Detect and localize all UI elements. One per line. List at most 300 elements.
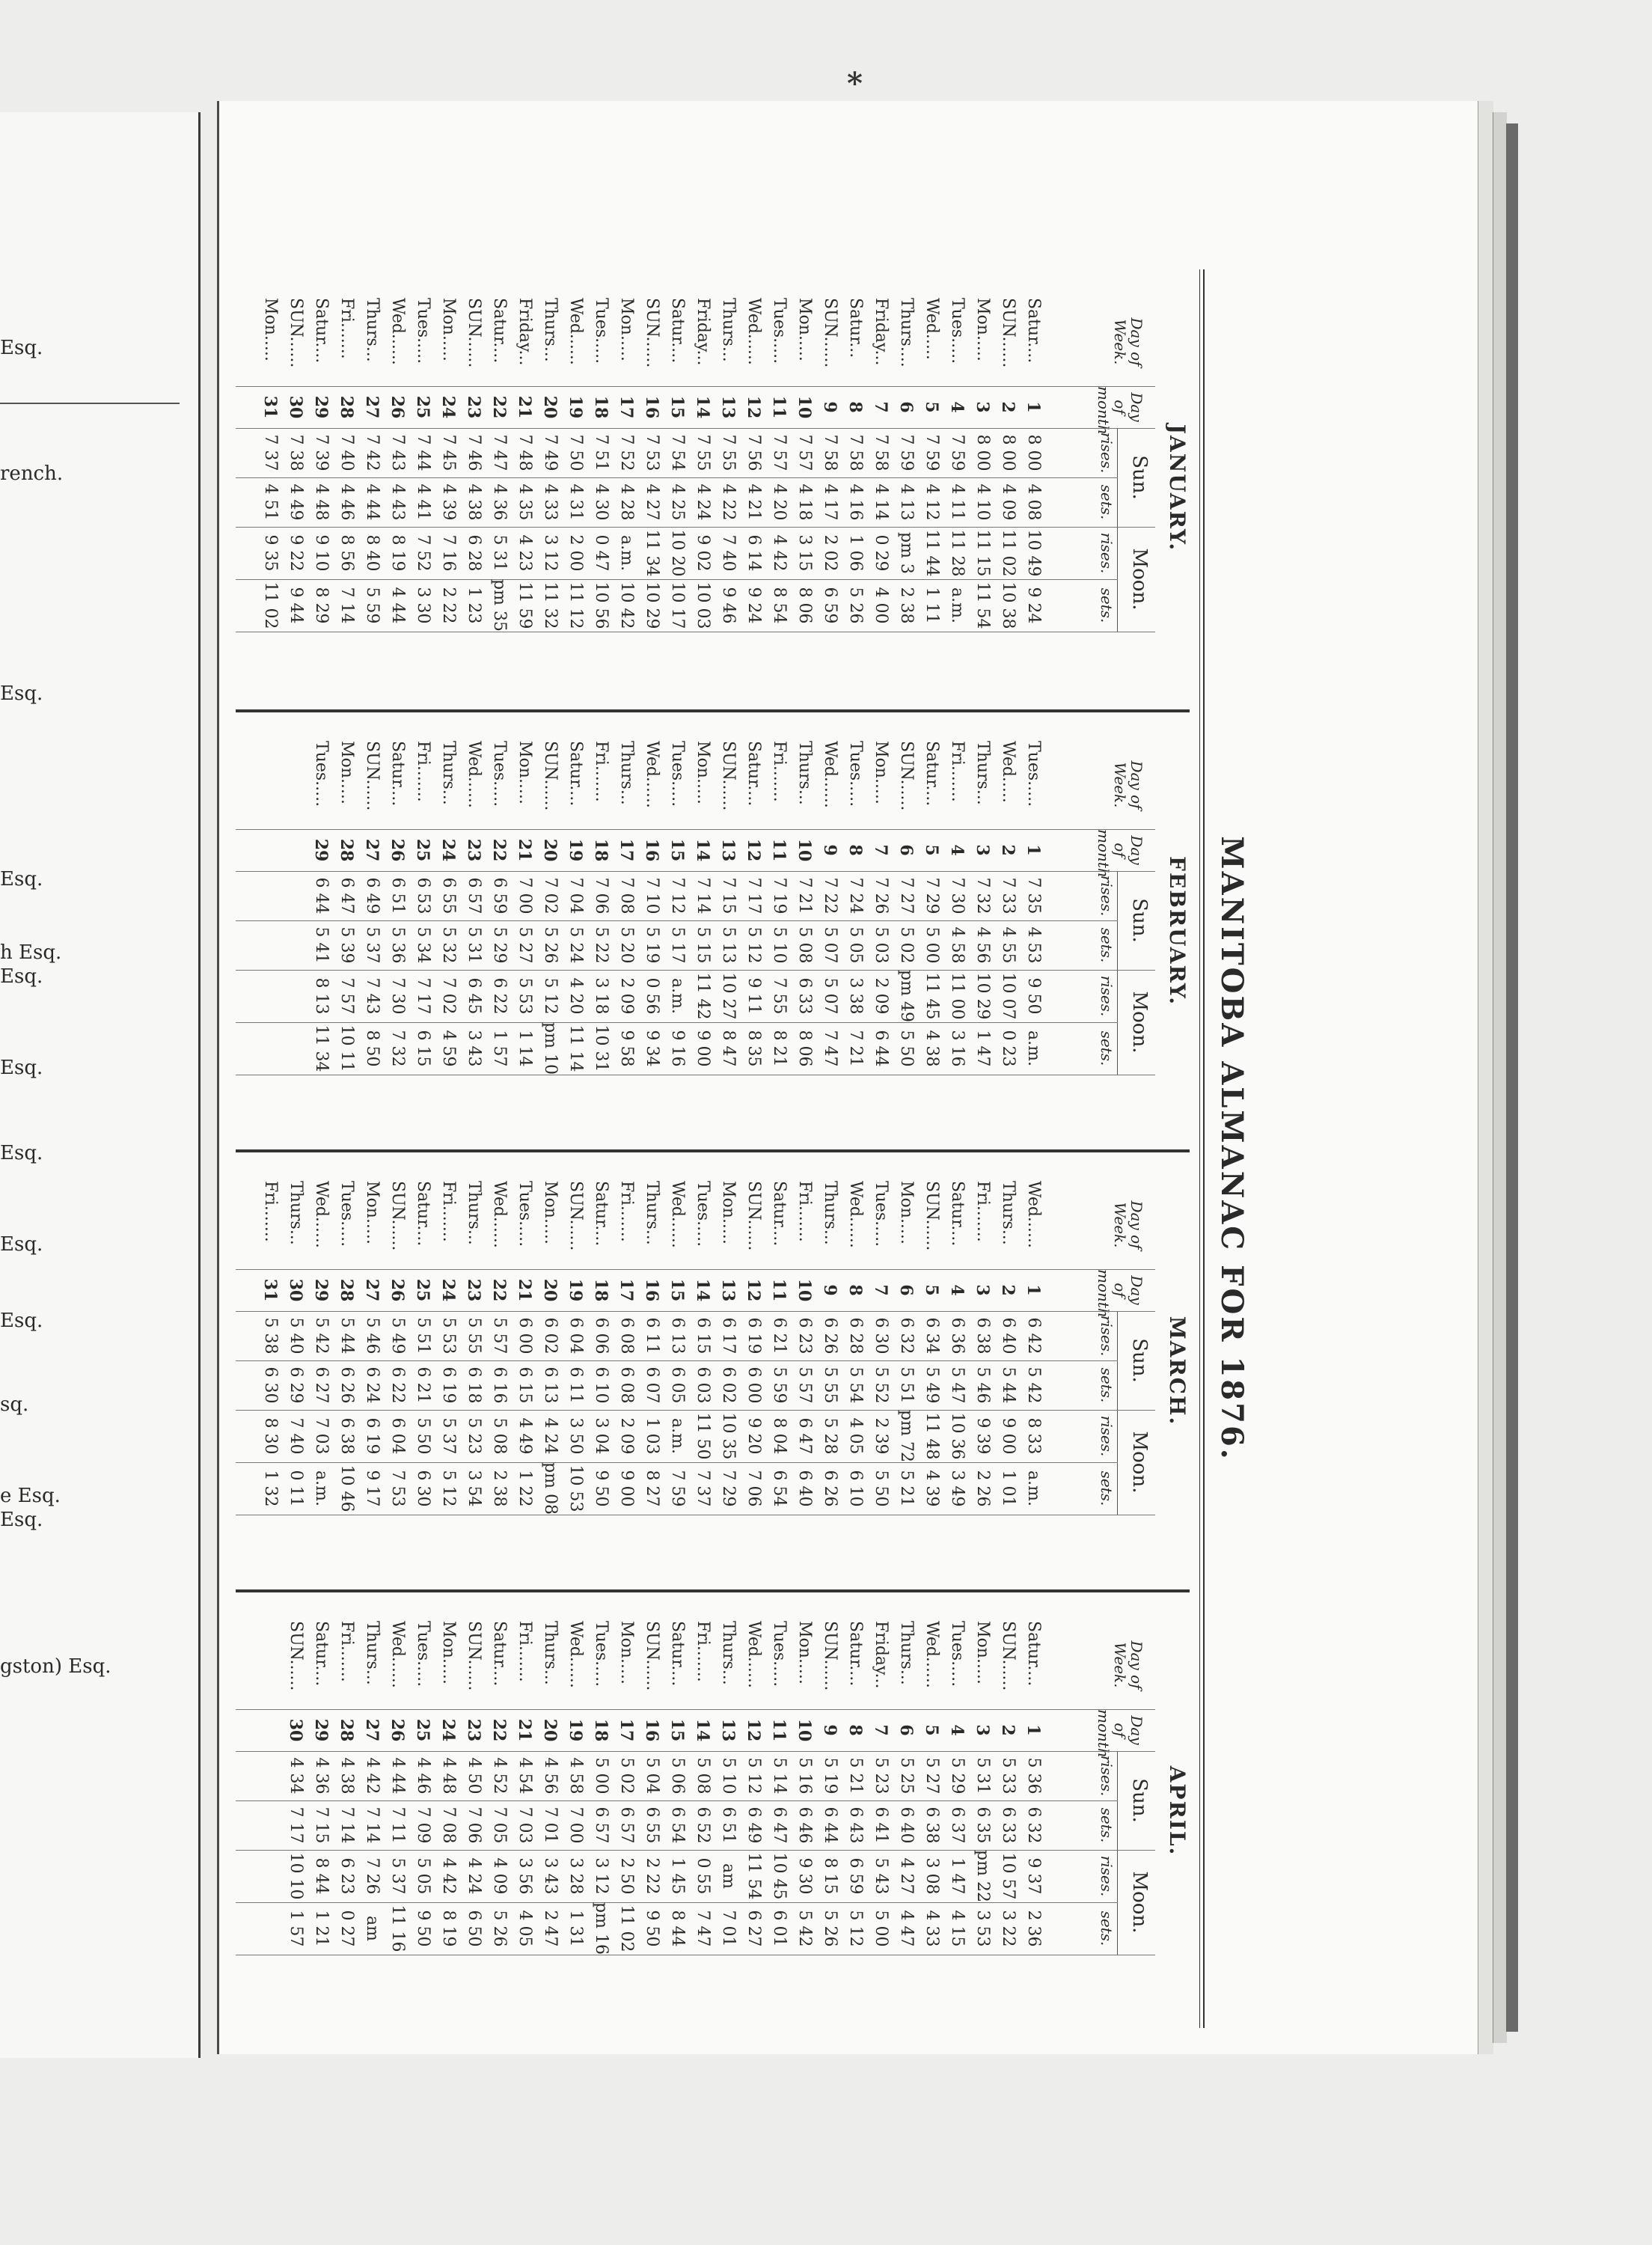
sun-sets-cell: 7 17 <box>287 1806 305 1844</box>
sun-rises-cell: 7 53 <box>643 434 661 471</box>
sun-rises-cell: 5 04 <box>643 1757 661 1795</box>
sun-rises-cell: 4 36 <box>312 1757 331 1795</box>
sun-sets-cell: 4 30 <box>592 483 611 521</box>
day-of-week-cell: Satur.... <box>744 741 763 807</box>
sun-rises-cell: 7 55 <box>719 434 738 471</box>
moon-sets-cell: 6 50 <box>465 1910 483 1947</box>
sun-rises-cell: 5 16 <box>795 1757 814 1795</box>
day-row <box>970 298 995 706</box>
day-of-week-cell: Satur.... <box>388 741 407 807</box>
moon-rises-cell: 3 56 <box>516 1857 534 1895</box>
sun-rises-cell: 8 00 <box>999 434 1018 471</box>
day-row <box>461 1181 486 1589</box>
sun-rises-cell: 7 48 <box>516 434 534 471</box>
sun-sets-cell: 4 56 <box>973 926 992 964</box>
moon-sets-cell: 3 22 <box>999 1910 1018 1947</box>
day-of-week-cell: Satur.... <box>566 741 585 807</box>
moon-sets-cell: 9 50 <box>414 1910 432 1947</box>
sun-sets-cell: 4 38 <box>465 483 483 521</box>
moon-rises-cell: 6 28 <box>465 534 483 572</box>
day-of-week-cell: Fri....... <box>973 1181 992 1242</box>
moon-rises-cell: 2 22 <box>643 1857 661 1895</box>
sun-sets-cell: 5 37 <box>363 926 382 964</box>
sun-sets-cell: 4 17 <box>821 483 839 521</box>
day-row <box>690 298 715 706</box>
day-of-month-header: Day of month <box>1095 1709 1145 1758</box>
moon-sets-cell: 8 27 <box>643 1470 661 1507</box>
day-of-month-cell: 16 <box>642 395 661 419</box>
sun-sets-cell: 6 02 <box>719 1366 738 1404</box>
sun-rises-cell: 6 26 <box>821 1317 839 1354</box>
day-of-week-cell: Tues..... <box>694 1181 712 1247</box>
day-of-month-cell: 28 <box>337 1718 356 1742</box>
sun-sets-cell: 5 02 <box>897 926 916 964</box>
moon-sets-cell: a.m. <box>1024 1470 1043 1506</box>
day-of-month-cell: 24 <box>438 395 458 419</box>
sun-sets-cell: 6 30 <box>261 1366 280 1404</box>
sun-rises-cell: 5 57 <box>490 1317 509 1354</box>
moon-sets-cell: 7 53 <box>388 1470 407 1507</box>
moon-rises-cell: 4 20 <box>566 977 585 1015</box>
sun-sets-cell: 4 36 <box>490 483 509 521</box>
sun-sets-cell: 6 49 <box>744 1806 763 1844</box>
moon-sets-cell: 9 46 <box>719 587 738 624</box>
day-of-week-cell: Mon..... <box>795 1621 814 1684</box>
moon-sets-cell: 8 06 <box>795 587 814 624</box>
day-of-week-cell: SUN...... <box>465 298 483 368</box>
day-of-month-cell: 1 <box>1024 844 1043 856</box>
sun-rises-cell: 4 54 <box>516 1757 534 1795</box>
sun-sets-cell: 6 38 <box>923 1806 941 1844</box>
day-of-month-cell: 27 <box>362 1278 382 1302</box>
moon-rises-cell: 6 47 <box>795 1417 814 1455</box>
sun-sets-cell: 6 18 <box>465 1366 483 1404</box>
day-of-week-cell: SUN...... <box>287 298 305 368</box>
left-page-fragment: Esq. <box>0 1142 43 1164</box>
sun-rises-cell: 7 21 <box>795 877 814 914</box>
moon-rises-cell: 3 04 <box>592 1417 611 1455</box>
moon-sets-cell: 7 21 <box>846 1030 865 1067</box>
sun-sets-cell: 4 48 <box>312 483 331 521</box>
day-of-month-cell: 13 <box>718 1718 738 1742</box>
sun-sets-cell: 6 29 <box>287 1366 305 1404</box>
sun-sets-cell: 5 31 <box>465 926 483 964</box>
moon-rises-cell: 6 38 <box>337 1417 356 1455</box>
day-of-month-cell: 5 <box>922 1724 941 1736</box>
sun-rises-cell: 4 48 <box>439 1757 458 1795</box>
moon-sets-cell: 2 22 <box>439 587 458 624</box>
moon-rises-cell: 5 12 <box>541 977 560 1015</box>
day-of-week-cell: SUN...... <box>923 1181 941 1251</box>
moon-sets-cell: 7 01 <box>719 1910 738 1947</box>
day-row <box>512 741 537 1149</box>
day-row <box>766 298 792 706</box>
sun-rises-cell: 7 44 <box>414 434 432 471</box>
day-row <box>588 1621 614 2029</box>
day-of-month-cell: 19 <box>566 395 585 419</box>
day-of-month-cell: 2 <box>998 401 1018 413</box>
sun-rises-cell: 6 04 <box>566 1317 585 1354</box>
day-row <box>741 1181 766 1589</box>
day-of-month-cell: 7 <box>871 844 890 856</box>
moon-rises-cell: pm 3 <box>897 532 916 574</box>
sun-rises-cell: 7 59 <box>897 434 916 471</box>
sun-rises-cell: 7 08 <box>617 877 636 914</box>
sun-sets-cell: 6 40 <box>897 1806 916 1844</box>
moon-sets-cell: 5 26 <box>821 1910 839 1947</box>
page-mark: * <box>847 66 863 101</box>
day-row <box>639 1181 664 1589</box>
sun-rises-cell: 5 21 <box>846 1757 865 1795</box>
moon-sets-cell: 1 31 <box>566 1910 585 1947</box>
day-of-week-cell: Satur... <box>846 298 865 358</box>
day-row <box>410 1181 435 1589</box>
moon-sets-header: sets. <box>1098 1030 1116 1066</box>
day-of-week-cell: SUN...... <box>643 298 661 368</box>
sun-sets-cell: 4 27 <box>643 483 661 521</box>
sun-rises-cell: 4 38 <box>337 1757 356 1795</box>
day-of-week-cell: Wed..... <box>923 298 941 360</box>
day-row <box>919 741 944 1149</box>
sun-sets-cell: 4 41 <box>414 483 432 521</box>
day-of-month-cell: 22 <box>489 1718 509 1742</box>
day-of-month-cell: 30 <box>286 1718 305 1742</box>
day-of-month-cell: 22 <box>489 838 509 862</box>
sun-rises-cell: 5 12 <box>744 1757 763 1795</box>
moon-sets-cell: 4 33 <box>923 1910 941 1947</box>
day-of-week-cell: Thurs... <box>617 741 636 805</box>
sun-sets-cell: 6 00 <box>744 1366 763 1404</box>
day-row <box>944 298 970 706</box>
day-row <box>283 1621 308 2029</box>
sun-rises-cell: 7 12 <box>668 877 687 914</box>
day-row <box>614 298 639 706</box>
day-of-month-cell: 19 <box>566 838 585 862</box>
sun-sets-cell: 5 46 <box>973 1366 992 1404</box>
moon-sets-cell: 4 39 <box>923 1470 941 1507</box>
day-of-week-cell: Friday... <box>872 298 890 366</box>
sun-rises-cell: 7 45 <box>439 434 458 471</box>
day-row <box>537 298 563 706</box>
sun-sets-cell: 4 53 <box>1024 926 1043 964</box>
day-row <box>359 1621 385 2029</box>
sun-sets-cell: 4 35 <box>516 483 534 521</box>
day-of-week-cell: Thurs... <box>287 1181 305 1245</box>
sun-rises-cell: 6 28 <box>846 1317 865 1354</box>
day-of-month-cell: 20 <box>540 838 560 862</box>
moon-sets-cell: 3 43 <box>465 1030 483 1067</box>
sun-sets-cell: 6 47 <box>770 1806 789 1844</box>
moon-rises-cell: 8 04 <box>770 1417 789 1455</box>
day-of-week-cell: Satur.... <box>923 741 941 807</box>
sun-rises-cell: 6 34 <box>923 1317 941 1354</box>
day-of-week-cell: Tues..... <box>1024 741 1043 807</box>
sun-rises-cell: 4 46 <box>414 1757 432 1795</box>
day-of-month-cell: 3 <box>973 1724 992 1736</box>
day-of-week-cell: SUN...... <box>363 741 382 811</box>
moon-sets-cell: 10 11 <box>337 1024 356 1072</box>
moon-rises-cell: 4 09 <box>490 1857 509 1895</box>
day-of-month-cell: 10 <box>795 1278 814 1302</box>
moon-rises-cell: 4 42 <box>439 1857 458 1895</box>
moon-sets-cell: 7 14 <box>337 587 356 624</box>
day-row <box>792 1181 817 1589</box>
day-of-month-cell: 19 <box>566 1278 585 1302</box>
sun-sets-cell: 7 15 <box>312 1806 331 1844</box>
day-of-week-cell: Mon..... <box>719 1181 738 1244</box>
day-row <box>893 1181 919 1589</box>
sun-sets-cell: 6 27 <box>312 1366 331 1404</box>
moon-rises-cell: 11 45 <box>923 972 941 1020</box>
moon-sets-cell: 9 44 <box>287 587 305 624</box>
sun-sets-cell: 7 03 <box>516 1806 534 1844</box>
moon-sets-cell: 5 50 <box>897 1030 916 1067</box>
header-rule <box>1117 1751 1118 1955</box>
day-row <box>486 298 512 706</box>
moon-sets-cell: 6 27 <box>744 1910 763 1947</box>
sun-header: Sun. <box>1128 898 1151 943</box>
day-of-week-cell: Wed...... <box>668 1181 687 1248</box>
sun-rises-cell: 7 02 <box>541 877 560 914</box>
moon-sets-cell: 3 53 <box>973 1910 992 1947</box>
month-table <box>236 709 1190 1149</box>
sun-sets-cell: 5 57 <box>795 1366 814 1404</box>
month-rows <box>257 1152 1046 1589</box>
moon-sets-cell: 7 47 <box>821 1030 839 1067</box>
sun-rises-cell: 7 43 <box>388 434 407 471</box>
day-of-month-cell: 17 <box>617 1278 636 1302</box>
sun-sets-cell: 5 26 <box>541 926 560 964</box>
sun-rises-cell: 6 15 <box>694 1317 712 1354</box>
sun-rises-cell: 7 10 <box>643 877 661 914</box>
day-of-week-cell: Wed...... <box>566 298 585 365</box>
day-row <box>435 1621 461 2029</box>
moon-rises-cell: 10 35 <box>719 1412 738 1460</box>
moon-rises-cell: 8 19 <box>388 534 407 572</box>
sun-sets-cell: 4 31 <box>566 483 585 521</box>
sun-rises-cell: 6 49 <box>363 877 382 914</box>
moon-sets-cell: 11 59 <box>516 581 534 629</box>
sun-rises-cell: 4 58 <box>566 1757 585 1795</box>
moon-rises-cell: 9 35 <box>261 534 280 572</box>
moon-rises-cell: 11 28 <box>948 529 967 577</box>
day-of-week-cell: Fri....... <box>337 1621 356 1682</box>
moon-rises-cell: 5 31 <box>490 534 509 572</box>
day-row <box>766 1181 792 1589</box>
moon-sets-cell: 11 12 <box>566 581 585 629</box>
sun-sets-cell: 5 52 <box>872 1366 890 1404</box>
moon-rises-cell: pm 22 <box>973 1850 992 1902</box>
day-row <box>334 298 359 706</box>
day-row <box>385 1181 410 1589</box>
moon-sets-cell: 5 26 <box>846 587 865 624</box>
moon-sets-cell: 8 44 <box>668 1910 687 1947</box>
sun-rises-cell: 5 27 <box>923 1757 941 1795</box>
day-of-week-cell: Satur.... <box>668 1621 687 1687</box>
sun-sets-cell: 6 26 <box>337 1366 356 1404</box>
sun-rises-cell: 6 13 <box>668 1317 687 1354</box>
moon-rises-cell: 2 39 <box>872 1417 890 1455</box>
day-of-month-cell: 26 <box>388 838 407 862</box>
sun-sets-cell: 6 33 <box>999 1806 1018 1844</box>
day-of-month-cell: 7 <box>871 401 890 413</box>
moon-rises-cell: 8 40 <box>363 534 382 572</box>
day-of-month-cell: 23 <box>464 395 483 419</box>
sun-rises-cell: 6 59 <box>490 877 509 914</box>
moon-sets-cell: 9 24 <box>1024 587 1043 624</box>
sun-sets-cell: 4 33 <box>541 483 560 521</box>
sun-rises-cell: 4 42 <box>363 1757 382 1795</box>
moon-sets-cell: 2 26 <box>973 1470 992 1507</box>
day-row <box>741 298 766 706</box>
sun-rises-cell: 6 17 <box>719 1317 738 1354</box>
sun-sets-cell: 5 20 <box>617 926 636 964</box>
day-row <box>715 298 741 706</box>
moon-rises-cell: 6 59 <box>846 1857 865 1895</box>
day-of-week-cell: Wed..... <box>999 741 1018 803</box>
sun-header: Sun. <box>1128 1778 1151 1823</box>
moon-rises-cell: 8 13 <box>312 977 331 1015</box>
moon-sets-cell: 4 05 <box>516 1910 534 1947</box>
day-row <box>385 741 410 1149</box>
day-row <box>919 1181 944 1589</box>
day-of-week-cell: Thurs... <box>363 298 382 362</box>
day-row <box>563 741 588 1149</box>
day-of-week-cell: Thurs... <box>643 1181 661 1245</box>
sun-rises-header: rises. <box>1098 1315 1116 1357</box>
moon-rises-cell: 5 28 <box>821 1417 839 1455</box>
day-row <box>842 741 868 1149</box>
day-of-week-cell: Tues..... <box>770 298 789 364</box>
sun-rises-cell: 7 46 <box>465 434 483 471</box>
day-of-month-cell: 4 <box>947 844 967 856</box>
sun-sets-cell: 5 39 <box>337 926 356 964</box>
sun-rises-cell: 7 54 <box>668 434 687 471</box>
day-of-month-cell: 11 <box>769 395 789 419</box>
sun-rises-cell: 6 53 <box>414 877 432 914</box>
moon-sets-cell: 9 50 <box>592 1470 611 1507</box>
day-of-week-cell: Thurs... <box>465 1181 483 1245</box>
day-of-week-cell: Satur.... <box>312 298 331 364</box>
day-of-month-cell: 11 <box>769 1278 789 1302</box>
sun-sets-cell: 5 07 <box>821 926 839 964</box>
day-row <box>308 1181 334 1589</box>
sun-rises-cell: 5 42 <box>312 1317 331 1354</box>
moon-rises-cell: 10 10 <box>287 1852 305 1900</box>
moon-rises-cell: 2 09 <box>617 977 636 1015</box>
day-of-month-cell: 21 <box>515 838 534 862</box>
moon-rises-cell: 5 37 <box>439 1417 458 1455</box>
moon-rises-cell: 5 23 <box>465 1417 483 1455</box>
moon-sets-cell: 4 00 <box>872 587 890 624</box>
sun-sets-cell: 4 13 <box>897 483 916 521</box>
sun-rises-cell: 6 32 <box>897 1317 916 1354</box>
moon-sets-header: sets. <box>1098 1910 1116 1946</box>
day-of-month-cell: 24 <box>438 1278 458 1302</box>
sun-sets-cell: 6 57 <box>592 1806 611 1844</box>
moon-sets-cell: 6 01 <box>770 1910 789 1947</box>
moon-sets-cell: 2 36 <box>1024 1910 1043 1947</box>
sun-sets-cell: 5 34 <box>414 926 432 964</box>
day-of-week-cell: Wed...... <box>465 741 483 808</box>
day-of-week-cell: Friday... <box>694 298 712 366</box>
moon-sets-cell: 4 44 <box>388 587 407 624</box>
day-of-week-cell: Friday... <box>872 1621 890 1689</box>
sun-rises-cell: 6 51 <box>388 877 407 914</box>
moon-sets-cell: 3 30 <box>414 587 432 624</box>
day-of-month-cell: 13 <box>718 1278 738 1302</box>
day-of-week-cell: SUN...... <box>821 1621 839 1691</box>
sun-rises-cell: 5 31 <box>973 1757 992 1795</box>
day-row <box>537 1621 563 2029</box>
day-of-month-cell: 29 <box>311 1718 331 1742</box>
moon-sets-cell: 7 06 <box>744 1470 763 1507</box>
day-row <box>639 1621 664 2029</box>
sun-sets-cell: 7 06 <box>465 1806 483 1844</box>
moon-sets-header: sets. <box>1098 587 1116 623</box>
day-row <box>868 741 893 1149</box>
sun-rises-cell: 6 08 <box>617 1317 636 1354</box>
moon-rises-cell: 4 24 <box>465 1857 483 1895</box>
moon-sets-cell: 10 53 <box>566 1464 585 1512</box>
sun-rises-cell: 7 39 <box>312 434 331 471</box>
month-rows <box>283 1592 1046 2029</box>
day-row <box>664 741 690 1149</box>
day-of-month-cell: 11 <box>769 1718 789 1742</box>
moon-sets-cell: 9 16 <box>668 1030 687 1067</box>
sun-rises-cell: 7 55 <box>694 434 712 471</box>
sun-sets-cell: 4 18 <box>795 483 814 521</box>
sun-rises-cell: 6 47 <box>337 877 356 914</box>
day-of-month-cell: 9 <box>820 401 839 413</box>
sun-rises-cell: 5 33 <box>999 1757 1018 1795</box>
day-of-month-cell: 4 <box>947 401 967 413</box>
moon-sets-cell: 3 16 <box>948 1030 967 1067</box>
sun-rises-cell: 5 29 <box>948 1757 967 1795</box>
day-of-month-cell: 17 <box>617 838 636 862</box>
sun-sets-cell: 6 24 <box>363 1366 382 1404</box>
moon-rises-cell: 10 49 <box>1024 529 1043 577</box>
moon-sets-cell: 8 54 <box>770 587 789 624</box>
moon-rises-header: rises. <box>1098 1855 1116 1897</box>
day-of-month-cell: 28 <box>337 395 356 419</box>
moon-rises-cell: 10 29 <box>973 972 992 1020</box>
moon-rises-cell: 6 19 <box>363 1417 382 1455</box>
sun-rises-cell: 4 50 <box>465 1757 483 1795</box>
moon-sets-cell: 11 34 <box>312 1024 331 1072</box>
day-of-month-cell: 23 <box>464 1278 483 1302</box>
day-of-week-cell: Wed...... <box>744 1621 763 1688</box>
day-of-week-cell: Thurs... <box>541 298 560 362</box>
sun-sets-header: sets. <box>1098 1807 1116 1843</box>
sun-rises-cell: 7 27 <box>897 877 916 914</box>
day-of-week-cell: Tues..... <box>516 1181 534 1247</box>
moon-sets-cell: 1 22 <box>516 1470 534 1507</box>
day-of-month-cell: 1 <box>1024 401 1043 413</box>
sun-rises-cell: 6 11 <box>643 1317 661 1354</box>
sun-sets-cell: 5 44 <box>999 1366 1018 1404</box>
day-of-month-cell: 3 <box>973 401 992 413</box>
sun-rises-cell: 5 23 <box>872 1757 890 1795</box>
sun-sets-cell: 4 08 <box>1024 483 1043 521</box>
sun-sets-cell: 4 24 <box>694 483 712 521</box>
day-of-month-cell: 8 <box>845 844 865 856</box>
day-of-week-cell: Tues..... <box>948 298 967 364</box>
moon-rises-cell: 3 38 <box>846 977 865 1015</box>
moon-rises-cell: 6 45 <box>465 977 483 1015</box>
sun-rises-cell: 5 44 <box>337 1317 356 1354</box>
moon-sets-cell: 4 38 <box>923 1030 941 1067</box>
